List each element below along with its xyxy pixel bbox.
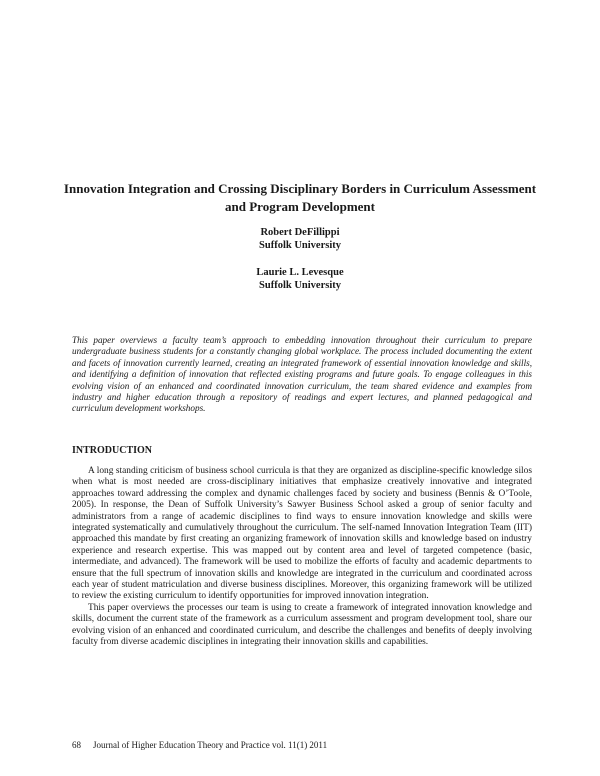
author-affiliation: Suffolk University: [259, 240, 341, 251]
author-block: [160, 226, 440, 252]
journal-citation: Journal of Higher Education Theory and Practice vol. 11(1) 2011: [93, 740, 328, 750]
abstract: This paper overviews a faculty team’s approach to embedding innovation throughout their curriculum to prepare undergraduate business students for a constantly changing global workplace. The process included documenting the extent and facets of innovation currently learned, creating an integrated framework of essential innovation knowledge and skills, and identifying a definition of innovation that reflected existing programs and future goals. To engage colleagues in this evolving vision of an enhanced and coordinated innovation curriculum, the team shared evidence and examples from industry and higher education through a repository of readings and expert lectures, and planned pedagogical and curriculum development workshops.: [72, 335, 532, 414]
paper-title: Innovation Integration and Crossing Disciplinary Borders in Curriculum Assessment and Program Development: [63, 181, 537, 214]
body-text: [72, 466, 532, 649]
body-paragraph: This paper overviews the processes our team is using to create a framework of integrated innovation knowledge and skills, document the current state of the framework as a curriculum assessment and program development tool, share our evolving vision of an enhanced and coordinated curriculum, and describe the challenges and benefits of deeply involving faculty from diverse academic disciplines in integrating their innovation skills and capabilities.: [72, 602, 532, 648]
author-affiliation: Suffolk University: [259, 280, 341, 291]
section-heading: INTRODUCTION: [72, 445, 153, 456]
author-name: Robert DeFillippi: [260, 227, 340, 238]
page-footer: [72, 740, 327, 751]
author-block: [160, 266, 440, 292]
body-paragraph: A long standing criticism of business school curricula is that they are organized as discipline-specific knowledge silos when what is most needed are cross-disciplinary initiatives that emphasize creatively innovative and integrated approaches toward addressing the complex and dynamic challenges faced by society and business (Bennis & O’Toole, 2005). In response, the Dean of Suffolk University’s Sawyer Business School asked a group of senior faculty and administrators from a range of academic disciplines to find ways to ensure innovation knowledge and skills were integrated systematically and cumulatively throughout the curriculum. The self-named Innovation Integration Team (IIT) approached this mandate by first creating an organizing framework of innovation skills and knowledge based on industry experience and research expertise. This was mapped out by content area and level of targeted competence (basic, intermediate, and advanced). The framework will be used to mobilize the efforts of faculty and academic departments to ensure that the full spectrum of innovation skills and knowledge are integrated in the curriculum and coordinated across each year of student matriculation and diverse business disciplines. Moreover, this organizing framework will be utilized to review the existing curriculum to identify opportunities for improved innovation integration.: [72, 466, 532, 602]
author-name: Laurie L. Levesque: [256, 267, 344, 278]
page-number: 68: [72, 740, 81, 750]
